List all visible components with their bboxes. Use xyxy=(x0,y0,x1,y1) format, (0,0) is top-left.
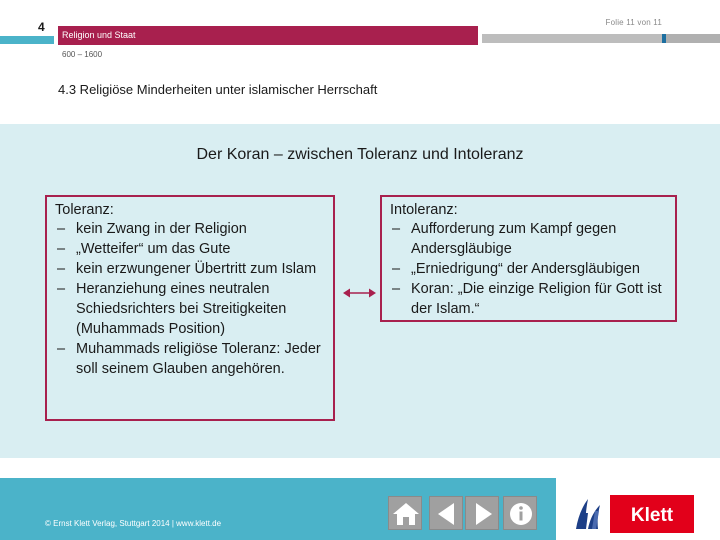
info-button[interactable] xyxy=(503,496,537,530)
header-chapter-bar xyxy=(58,26,478,45)
home-icon xyxy=(389,497,423,531)
section-title: 4.3 Religiöse Minderheiten unter islamischer Herrschaft xyxy=(58,82,378,97)
klett-logo xyxy=(568,489,698,537)
progress-marker xyxy=(662,34,666,43)
chapter-title: Religion und Staat xyxy=(62,30,136,40)
tolerance-list xyxy=(55,219,325,379)
previous-slide-button[interactable] xyxy=(429,496,463,530)
list-item: – „Wetteifer“ um das Gute xyxy=(55,239,325,259)
list-item: – Heranziehung eines neutralen Schiedsrichters bei Streitigkeiten (Muhammads Position) xyxy=(55,279,325,339)
header-progress-bar xyxy=(482,34,720,43)
intolerance-title: Intoleranz: xyxy=(390,202,458,218)
list-item: – Muhammads religiöse Toleranz: Jeder soll seinem Glauben angehören. xyxy=(55,339,325,379)
intolerance-box xyxy=(380,195,677,322)
header-teal-bar xyxy=(0,36,54,44)
tolerance-box xyxy=(45,195,335,421)
intolerance-list xyxy=(390,219,667,319)
list-item: – „Erniedrigung“ der Andersgläubigen xyxy=(390,259,667,279)
triangle-right-icon xyxy=(466,497,500,531)
tolerance-title: Toleranz: xyxy=(55,202,114,218)
info-icon xyxy=(504,497,538,531)
home-button[interactable] xyxy=(388,496,422,530)
next-slide-button[interactable] xyxy=(465,496,499,530)
period-label: 600 – 1600 xyxy=(62,50,103,59)
main-heading: Der Koran – zwischen Toleranz und Intoleranz xyxy=(196,146,524,163)
slide-counter: Folie 11 von 11 xyxy=(605,18,662,27)
list-item: – kein Zwang in der Religion xyxy=(55,219,325,239)
double-arrow-icon xyxy=(343,286,376,300)
list-item: – Koran: „Die einzige Religion für Gott ist der Islam.“ xyxy=(390,279,667,319)
klett-emblem-icon xyxy=(576,499,600,529)
klett-logo-text: Klett xyxy=(630,505,674,526)
list-item: – kein erzwungener Übertritt zum Islam xyxy=(55,259,325,279)
footer-credit: © Ernst Klett Verlag, Stuttgart 2014 | www.klett.de xyxy=(45,519,222,528)
chapter-number: 4 xyxy=(38,20,45,34)
list-item: – Aufforderung zum Kampf gegen Andersgläubige xyxy=(390,219,667,259)
triangle-left-icon xyxy=(430,497,464,531)
